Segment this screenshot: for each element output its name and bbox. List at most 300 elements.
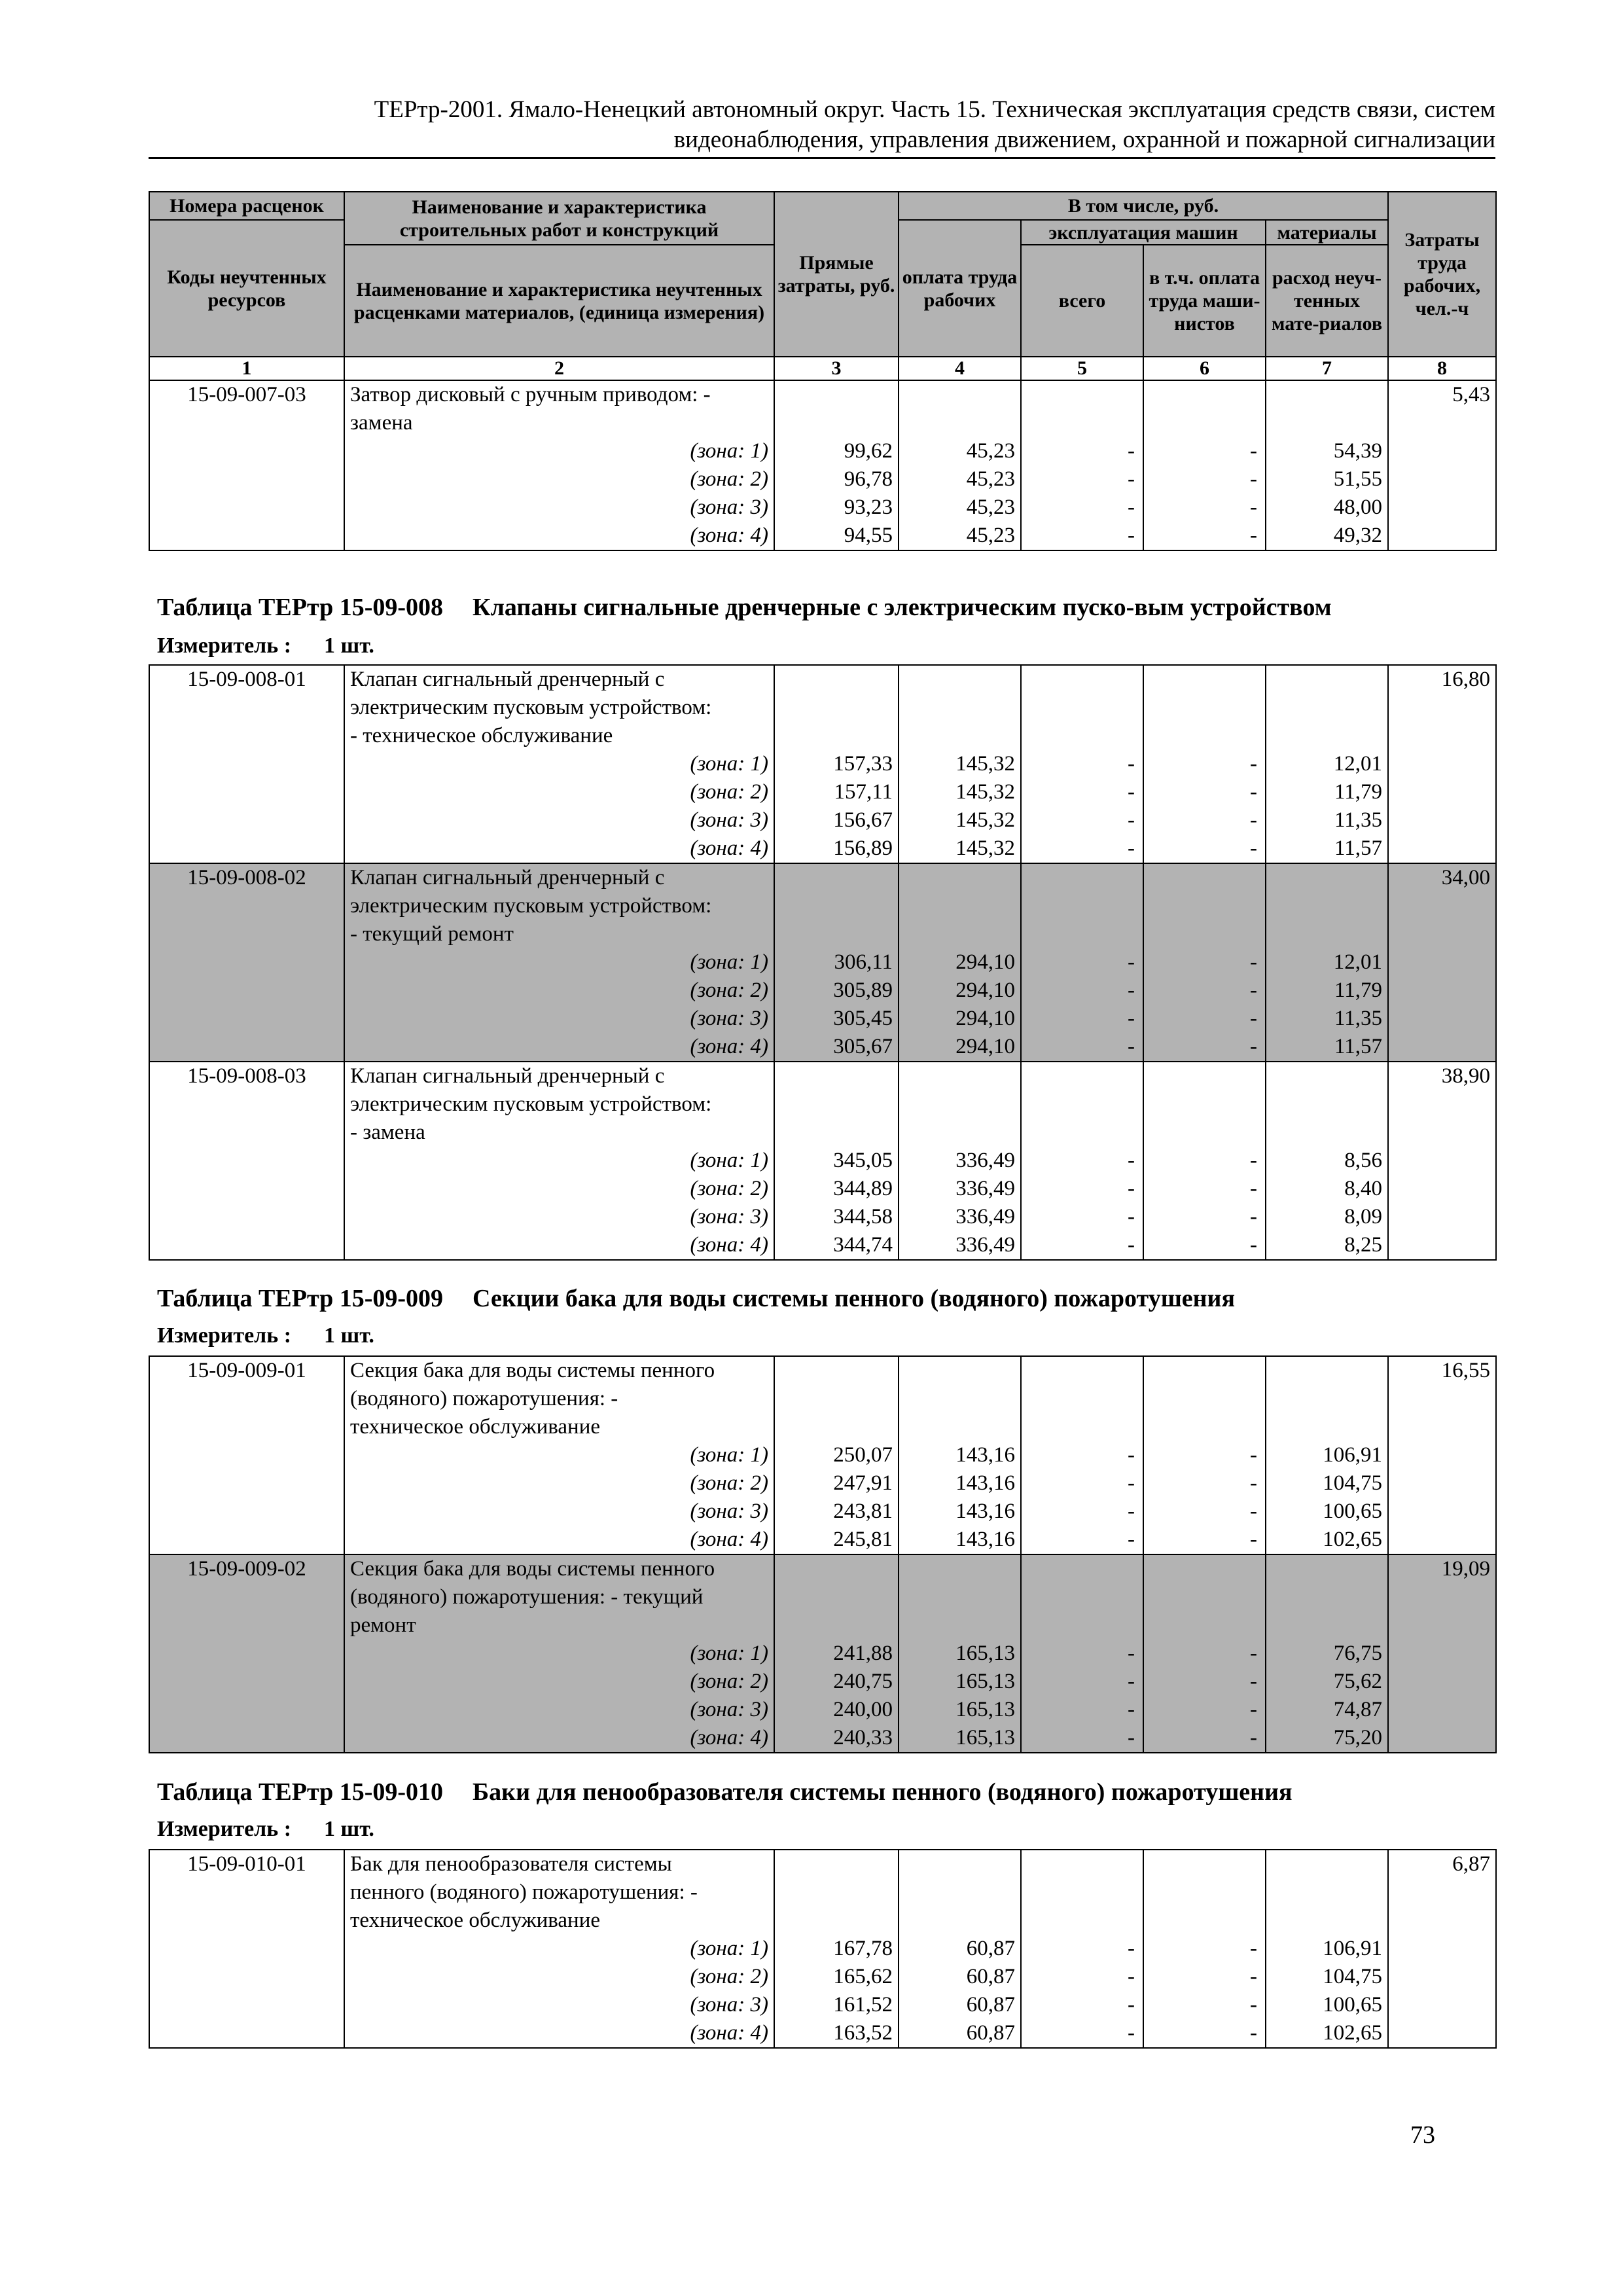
zone-label: (зона: 4) (344, 1526, 774, 1554)
machines-wages: - (1143, 977, 1266, 1005)
table-cell (1021, 409, 1143, 437)
machines-total: - (1021, 778, 1143, 806)
table-cell (774, 665, 899, 694)
wages-cost: 165,13 (899, 1696, 1021, 1724)
table-cell (149, 1203, 344, 1231)
wages-cost: 143,16 (899, 1469, 1021, 1498)
wages-cost: 165,13 (899, 1640, 1021, 1668)
materials-cost: 8,09 (1266, 1203, 1388, 1231)
table-cell (1143, 409, 1266, 437)
table-cell (1266, 694, 1388, 722)
table-cell (1143, 1611, 1266, 1640)
table-cell (1388, 806, 1496, 834)
machines-wages: - (1143, 1724, 1266, 1753)
table-cell (149, 1935, 344, 1963)
table-cell (774, 1850, 899, 1878)
materials-cost: 104,75 (1266, 1469, 1388, 1498)
table-cell (774, 1413, 899, 1441)
table-cell (1388, 1203, 1496, 1231)
machines-total: - (1021, 1724, 1143, 1753)
machines-total: - (1021, 1696, 1143, 1724)
table-cell (1143, 1090, 1266, 1119)
materials-cost: 51,55 (1266, 465, 1388, 493)
header-including: В том числе, руб. (899, 192, 1388, 220)
zone-label: (зона: 2) (344, 1963, 774, 1991)
table-cell (1266, 920, 1388, 948)
table-cell (774, 863, 899, 892)
materials-cost: 12,01 (1266, 750, 1388, 778)
table-cell (1021, 920, 1143, 948)
table-cell (774, 722, 899, 750)
zone-label: (зона: 4) (344, 834, 774, 863)
table-cell (1143, 665, 1266, 694)
wages-cost: 143,16 (899, 1441, 1021, 1469)
machines-total: - (1021, 1033, 1143, 1062)
wages-cost: 336,49 (899, 1175, 1021, 1203)
table-cell (149, 1907, 344, 1935)
table-header (149, 191, 1497, 551)
table-cell (899, 1850, 1021, 1878)
zone-label: (зона: 3) (344, 493, 774, 522)
machines-total: - (1021, 1640, 1143, 1668)
machines-total: - (1021, 1469, 1143, 1498)
materials-cost: 8,40 (1266, 1175, 1388, 1203)
direct-cost: 161,52 (774, 1991, 899, 2019)
zone-label: (зона: 2) (344, 778, 774, 806)
table-cell (149, 1991, 344, 2019)
zone-label: (зона: 2) (344, 465, 774, 493)
table-row (149, 1441, 1496, 1469)
table-cell (899, 892, 1021, 920)
rate-description: замена (344, 409, 774, 437)
direct-cost: 157,11 (774, 778, 899, 806)
table-row (149, 1554, 1496, 1583)
direct-cost: 96,78 (774, 465, 899, 493)
wages-cost: 145,32 (899, 806, 1021, 834)
machines-total: - (1021, 2019, 1143, 2048)
machines-total: - (1021, 806, 1143, 834)
materials-cost: 12,01 (1266, 948, 1388, 977)
table-row (149, 1526, 1496, 1554)
table-009-title (157, 1284, 1235, 1313)
table-row (149, 1640, 1496, 1668)
table-cell (774, 1356, 899, 1385)
direct-cost: 167,78 (774, 1935, 899, 1963)
table-cell (1021, 722, 1143, 750)
table-cell (1388, 750, 1496, 778)
table-009-measure: Измеритель : 1 шт. (157, 1323, 374, 1348)
rate-code: 15-09-009-02 (149, 1554, 344, 1583)
wages-cost: 145,32 (899, 778, 1021, 806)
table-row (149, 1147, 1496, 1175)
table-row (149, 1469, 1496, 1498)
table-cell (1021, 1119, 1143, 1147)
machines-total: - (1021, 1668, 1143, 1696)
table-row (149, 1878, 1496, 1907)
table-cell (1266, 863, 1388, 892)
table-cell (1388, 1526, 1496, 1554)
table-row (149, 1385, 1496, 1413)
table-row (149, 665, 1496, 694)
header-materials: материалы (1266, 220, 1388, 245)
table-cell (1143, 1850, 1266, 1878)
table-cell (1388, 1724, 1496, 1753)
rate-description: Секция бака для воды системы пенного (344, 1554, 774, 1583)
wages-cost: 45,23 (899, 437, 1021, 465)
materials-cost: 11,35 (1266, 806, 1388, 834)
table-cell (899, 409, 1021, 437)
table-cell (1143, 694, 1266, 722)
table-cell (149, 522, 344, 550)
header-materials-use: расход неуч-тенных мате-риалов (1266, 245, 1388, 357)
table-008-label: Таблица ТЕРтр 15-09-008 (157, 594, 444, 621)
table-row (149, 1413, 1496, 1441)
table-cell (774, 380, 899, 409)
machines-total: - (1021, 948, 1143, 977)
table-row (149, 1963, 1496, 1991)
machines-total: - (1021, 465, 1143, 493)
page-number: 73 (1410, 2121, 1435, 2149)
labor-value: 6,87 (1388, 1850, 1496, 1878)
rate-code: 15-09-010-01 (149, 1850, 344, 1878)
materials-cost: 102,65 (1266, 1526, 1388, 1554)
table-cell (149, 892, 344, 920)
machines-wages: - (1143, 1935, 1266, 1963)
table-cell (1388, 1668, 1496, 1696)
table-row (149, 1062, 1496, 1090)
materials-cost: 75,20 (1266, 1724, 1388, 1753)
materials-cost: 106,91 (1266, 1935, 1388, 1963)
machines-wages: - (1143, 778, 1266, 806)
rate-description: ремонт (344, 1611, 774, 1640)
machines-wages: - (1143, 1147, 1266, 1175)
table-cell (1266, 1878, 1388, 1907)
table-cell (899, 1554, 1021, 1583)
table-cell (899, 920, 1021, 948)
table-row (149, 1850, 1496, 1878)
rate-description: электрическим пусковым устройством: (344, 694, 774, 722)
rate-description: - текущий ремонт (344, 920, 774, 948)
machines-wages: - (1143, 1963, 1266, 1991)
wages-cost: 60,87 (899, 1991, 1021, 2019)
wages-cost: 336,49 (899, 1203, 1021, 1231)
table-row (149, 522, 1496, 550)
direct-cost: 344,74 (774, 1231, 899, 1260)
table-010-measure: Измеритель : 1 шт. (157, 1817, 374, 1841)
table-008-measure: Измеритель : 1 шт. (157, 634, 374, 658)
rate-description: техническое обслуживание (344, 1413, 774, 1441)
table-cell (1388, 1696, 1496, 1724)
table-cell (1143, 892, 1266, 920)
materials-cost: 11,79 (1266, 778, 1388, 806)
materials-cost: 100,65 (1266, 1991, 1388, 2019)
table-cell (1388, 2019, 1496, 2048)
table-cell (774, 1062, 899, 1090)
wages-cost: 143,16 (899, 1526, 1021, 1554)
table-row (149, 778, 1496, 806)
rate-code: 15-09-008-01 (149, 665, 344, 694)
rate-description: - техническое обслуживание (344, 722, 774, 750)
table-cell (1143, 1413, 1266, 1441)
table-cell (149, 409, 344, 437)
wages-cost: 165,13 (899, 1668, 1021, 1696)
table-cell (1266, 1413, 1388, 1441)
table-cell (899, 1119, 1021, 1147)
rate-description: (водяного) пожаротушения: - текущий (344, 1583, 774, 1611)
table-cell (1021, 1413, 1143, 1441)
table-cell (149, 1611, 344, 1640)
table-cell (774, 892, 899, 920)
table-cell (1388, 778, 1496, 806)
zone-label: (зона: 1) (344, 750, 774, 778)
table-cell (1266, 380, 1388, 409)
zone-label: (зона: 3) (344, 806, 774, 834)
table-cell (1388, 1935, 1496, 1963)
direct-cost: 93,23 (774, 493, 899, 522)
table-cell (149, 1963, 344, 1991)
table-cell (774, 1611, 899, 1640)
table-cell (1266, 722, 1388, 750)
table-cell (1266, 1850, 1388, 1878)
machines-total: - (1021, 437, 1143, 465)
materials-cost: 100,65 (1266, 1498, 1388, 1526)
table-cell (1388, 1640, 1496, 1668)
machines-wages: - (1143, 437, 1266, 465)
table-cell (1388, 1991, 1496, 2019)
direct-cost: 305,67 (774, 1033, 899, 1062)
labor-value: 38,90 (1388, 1062, 1496, 1090)
table-cell (149, 1090, 344, 1119)
table-cell (899, 1413, 1021, 1441)
table-row (149, 863, 1496, 892)
table-cell (1388, 722, 1496, 750)
direct-cost: 241,88 (774, 1640, 899, 1668)
wages-cost: 294,10 (899, 948, 1021, 977)
materials-cost: 54,39 (1266, 437, 1388, 465)
table-cell (149, 1385, 344, 1413)
table-cell (1143, 1554, 1266, 1583)
machines-wages: - (1143, 1991, 1266, 2019)
machines-wages: - (1143, 1668, 1266, 1696)
table-cell (149, 1640, 344, 1668)
direct-cost: 165,62 (774, 1963, 899, 1991)
table-row (149, 409, 1496, 437)
table-cell (1021, 1907, 1143, 1935)
machines-wages: - (1143, 1469, 1266, 1498)
wages-cost: 336,49 (899, 1231, 1021, 1260)
table-cell (149, 1033, 344, 1062)
zone-label: (зона: 2) (344, 1175, 774, 1203)
table-cell (149, 2019, 344, 2048)
rate-description: - замена (344, 1119, 774, 1147)
materials-cost: 11,35 (1266, 1005, 1388, 1033)
machines-wages: - (1143, 1203, 1266, 1231)
table-cell (1388, 465, 1496, 493)
table-cell (149, 1469, 344, 1498)
running-header (149, 95, 1495, 155)
table-010-name: Баки для пенообразователя системы пенного (водяного) пожаротушения (473, 1778, 1293, 1806)
wages-cost: 294,10 (899, 1033, 1021, 1062)
table-cell (1143, 1878, 1266, 1907)
table-cell (1266, 1090, 1388, 1119)
table-cell (1388, 834, 1496, 863)
wages-cost: 294,10 (899, 977, 1021, 1005)
table-row (149, 465, 1496, 493)
wages-cost: 45,23 (899, 465, 1021, 493)
machines-total: - (1021, 1935, 1143, 1963)
machines-total: - (1021, 977, 1143, 1005)
machines-wages: - (1143, 1526, 1266, 1554)
machines-total: - (1021, 834, 1143, 863)
rate-code: 15-09-008-02 (149, 863, 344, 892)
machines-total: - (1021, 493, 1143, 522)
table-cell (1143, 1907, 1266, 1935)
table-010-title (157, 1778, 1293, 1806)
header-direct-costs: Прямые затраты, руб. (774, 192, 899, 357)
direct-cost: 306,11 (774, 948, 899, 977)
header-line-1: ТЕРтр-2001. Ямало-Ненецкий автономный округ. Часть 15. Техническая эксплуатация средств связи, систем (374, 96, 1495, 123)
table-cell (1266, 1554, 1388, 1583)
direct-cost: 245,81 (774, 1526, 899, 1554)
rate-description: (водяного) пожаротушения: - (344, 1385, 774, 1413)
direct-cost: 240,00 (774, 1696, 899, 1724)
table-row (149, 920, 1496, 948)
zone-label: (зона: 1) (344, 1441, 774, 1469)
table-cell (1388, 1090, 1496, 1119)
wages-cost: 145,32 (899, 750, 1021, 778)
table-cell (149, 806, 344, 834)
table-row (149, 1231, 1496, 1260)
direct-cost: 156,67 (774, 806, 899, 834)
table-cell (149, 1498, 344, 1526)
table-row (149, 437, 1496, 465)
table-cell (1388, 1963, 1496, 1991)
table-cell (1266, 892, 1388, 920)
table-cell (149, 977, 344, 1005)
machines-wages: - (1143, 522, 1266, 550)
table-cell (149, 750, 344, 778)
wages-cost: 60,87 (899, 1935, 1021, 1963)
table-cell (149, 1668, 344, 1696)
machines-total: - (1021, 750, 1143, 778)
table-row (149, 1090, 1496, 1119)
machines-wages: - (1143, 1033, 1266, 1062)
table-cell (1143, 722, 1266, 750)
machines-total: - (1021, 522, 1143, 550)
table-008-name: Клапаны сигнальные дренчерные с электрическим пуско-вым устройством (473, 594, 1332, 621)
direct-cost: 157,33 (774, 750, 899, 778)
table-row (149, 380, 1496, 409)
rate-description: Бак для пенообразователя системы (344, 1850, 774, 1878)
direct-cost: 99,62 (774, 437, 899, 465)
zone-label: (зона: 2) (344, 1469, 774, 1498)
table-010 (149, 1849, 1497, 2049)
header-machines-total: всего (1021, 245, 1143, 357)
table-cell (774, 1907, 899, 1935)
machines-wages: - (1143, 834, 1266, 863)
table-cell (1021, 863, 1143, 892)
table-cell (1388, 1907, 1496, 1935)
table-cell (149, 1119, 344, 1147)
table-cell (149, 834, 344, 863)
zone-label: (зона: 3) (344, 1498, 774, 1526)
table-cell (1388, 892, 1496, 920)
labor-value: 34,00 (1388, 863, 1496, 892)
table-row (149, 722, 1496, 750)
machines-wages: - (1143, 1441, 1266, 1469)
table-cell (1388, 1119, 1496, 1147)
machines-wages: - (1143, 1696, 1266, 1724)
table-cell (149, 1231, 344, 1260)
table-cell (1021, 665, 1143, 694)
zone-label: (зона: 1) (344, 437, 774, 465)
table-cell (899, 1090, 1021, 1119)
machines-wages: - (1143, 1005, 1266, 1033)
table-row (149, 1907, 1496, 1935)
table-cell (1388, 920, 1496, 948)
materials-cost: 106,91 (1266, 1441, 1388, 1469)
table-row (149, 1696, 1496, 1724)
header-machines: эксплуатация машин (1021, 220, 1266, 245)
table-cell (899, 1878, 1021, 1907)
table-row (149, 1203, 1496, 1231)
direct-cost: 345,05 (774, 1147, 899, 1175)
table-cell (149, 1441, 344, 1469)
machines-wages: - (1143, 1175, 1266, 1203)
materials-cost: 8,25 (1266, 1231, 1388, 1260)
table-cell (899, 1611, 1021, 1640)
table-cell (1021, 380, 1143, 409)
table-cell (149, 437, 344, 465)
table-cell (1388, 1583, 1496, 1611)
wages-cost: 336,49 (899, 1147, 1021, 1175)
direct-cost: 156,89 (774, 834, 899, 863)
table-cell (149, 948, 344, 977)
table-row (149, 1935, 1496, 1963)
table-row (149, 1119, 1496, 1147)
materials-cost: 76,75 (1266, 1640, 1388, 1668)
rate-description: Затвор дисковый с ручным приводом: - (344, 380, 774, 409)
table-cell (1388, 948, 1496, 977)
header-codes-top: Номера расценок (149, 192, 344, 220)
table-row (149, 1005, 1496, 1033)
materials-cost: 75,62 (1266, 1668, 1388, 1696)
table-cell (1143, 1356, 1266, 1385)
table-cell (774, 1090, 899, 1119)
zone-label: (зона: 1) (344, 1147, 774, 1175)
table-008 (149, 664, 1497, 1261)
table-cell (1388, 1469, 1496, 1498)
table-cell (1388, 522, 1496, 550)
machines-wages: - (1143, 1231, 1266, 1260)
table-cell (1021, 1554, 1143, 1583)
header-codes-bottom: Коды неучтенных ресурсов (149, 220, 344, 357)
table-cell (899, 694, 1021, 722)
direct-cost: 243,81 (774, 1498, 899, 1526)
machines-total: - (1021, 1526, 1143, 1554)
rate-description: техническое обслуживание (344, 1907, 774, 1935)
table-cell (1388, 437, 1496, 465)
header-labor: Затраты труда рабочих, чел.-ч (1388, 192, 1496, 357)
table-cell (774, 694, 899, 722)
zone-label: (зона: 3) (344, 1991, 774, 2019)
table-010-label: Таблица ТЕРтр 15-09-010 (157, 1778, 444, 1806)
table-cell (1388, 1175, 1496, 1203)
materials-cost: 11,57 (1266, 1033, 1388, 1062)
table-cell (1266, 1583, 1388, 1611)
table-009 (149, 1355, 1497, 1753)
table-cell (1021, 892, 1143, 920)
